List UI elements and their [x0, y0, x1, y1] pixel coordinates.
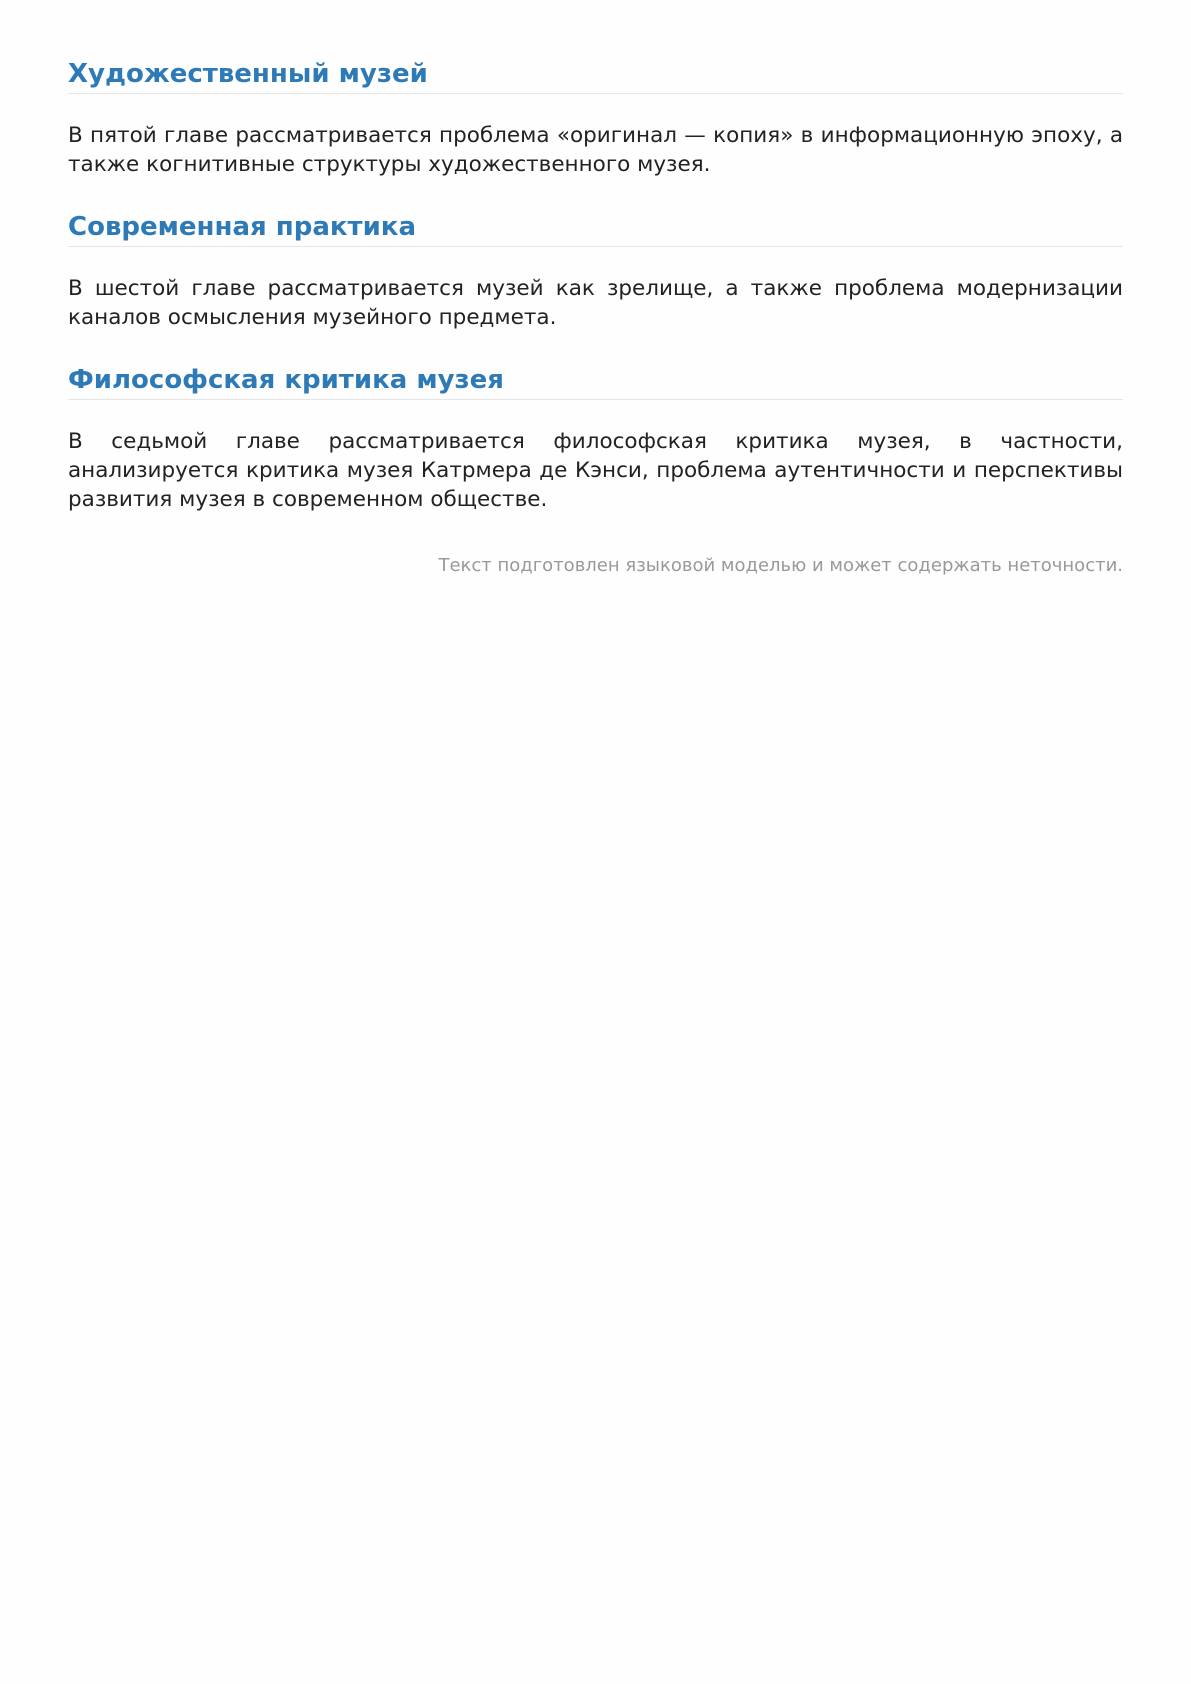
- document-page: [68, 56, 1123, 578]
- section-paragraph: В седьмой главе рассматривается философская критика музея, в частности, анализируется критика музея Катрмера де Кэнси, проблема аутентичности и перспективы развития музея в современном обществе.: [68, 429, 1123, 512]
- section-modern-practice: [68, 209, 1123, 332]
- section-title: Художественный музей: [68, 56, 1123, 94]
- section-art-museum: [68, 56, 1123, 179]
- section-paragraph: В пятой главе рассматривается проблема «оригинал — копия» в информационную эпоху, а также когнитивные структуры художественного музея.: [68, 123, 1123, 177]
- ai-disclaimer-note: Текст подготовлен языковой моделью и может содержать неточности.: [438, 555, 1123, 576]
- section-paragraph: В шестой главе рассматривается музей как зрелище, а также проблема модернизации каналов осмысления музейного предмета.: [68, 276, 1123, 330]
- section-philosophical-critique: [68, 362, 1123, 514]
- section-title: Современная практика: [68, 209, 1123, 247]
- section-title: Философская критика музея: [68, 362, 1123, 400]
